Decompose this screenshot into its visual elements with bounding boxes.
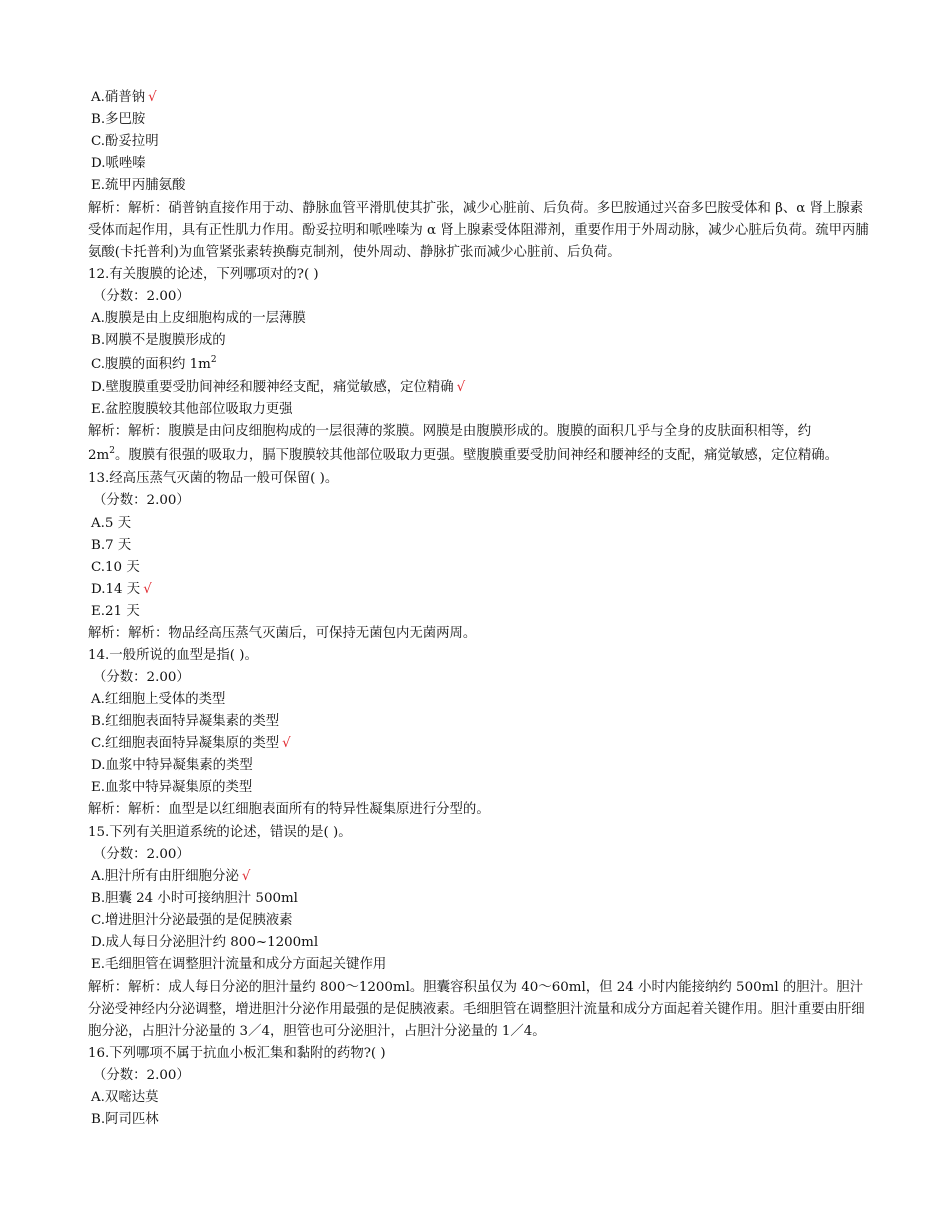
q14-option-b[interactable]: B.红细胞表面特异凝集素的类型 <box>91 714 280 729</box>
q15-question: 15.下列有关胆道系统的论述，错误的是( )。 <box>88 825 352 840</box>
q11-option-d[interactable]: D.哌唑嗪 <box>91 156 146 171</box>
correct-check-icon: √ <box>148 90 157 105</box>
q16-option-b[interactable]: B.阿司匹林 <box>91 1112 159 1127</box>
q15-score: （分数：2.00） <box>93 847 190 862</box>
correct-check-icon: √ <box>456 380 466 395</box>
q12-score: （分数：2.00） <box>93 289 190 304</box>
q14-score: （分数：2.00） <box>93 670 190 685</box>
superscript: 2 <box>109 446 115 456</box>
q11-analysis: 解析：解析：硝普钠直接作用于动、静脉血管平滑肌使其扩张，减少心脏前、后负荷。多巴胺通过兴奋多巴胺受体和 β、α 肾上腺素受体而起作用，具有正性肌力作用。酚妥拉明和哌唑嗪为 α 肾上腺素受体阻滞剂，重要作用于外周动脉，减少心脏后负荷。巯甲丙脯氨酸(卡托普利)为血管紧张素转换酶克制剂，使外周动、静脉扩张而减少心脏前、后负荷。 <box>88 201 869 260</box>
q13-option-d[interactable]: D.14 天 √ <box>91 582 152 597</box>
q16-option-a[interactable]: A.双嘧达莫 <box>91 1090 159 1105</box>
q13-question: 13.经高压蒸气灭菌的物品一般可保留( )。 <box>88 471 339 486</box>
q11-option-b[interactable]: B.多巴胺 <box>91 112 146 127</box>
q13-analysis: 解析：解析：物品经高压蒸气灭菌后，可保持无菌包内无菌两周。 <box>88 626 477 641</box>
q14-option-a[interactable]: A.红细胞上受体的类型 <box>91 692 226 707</box>
q15-option-a[interactable]: A.胆汁所有由肝细胞分泌 √ <box>91 869 251 884</box>
q14-option-c[interactable]: C.红细胞表面特异凝集原的类型 √ <box>91 736 291 751</box>
q15-option-b[interactable]: B.胆囊 24 小时可接纳胆汁 500ml <box>91 891 298 906</box>
q12-question: 12.有关腹膜的论述，下列哪项对的?( ) <box>88 267 319 282</box>
q12-option-e[interactable]: E.盆腔腹膜较其他部位吸取力更强 <box>91 402 293 417</box>
q13-option-a[interactable]: A.5 天 <box>91 516 132 531</box>
q12-option-c[interactable]: C.腹膜的面积约 $1m^2$ <box>91 355 217 372</box>
q11-option-c[interactable]: C.酚妥拉明 <box>91 134 159 149</box>
correct-check-icon: √ <box>143 582 152 597</box>
q13-score: （分数：2.00） <box>93 493 190 508</box>
q12-option-d[interactable]: D.壁腹膜重要受肋间神经和腰神经支配，痛觉敏感，定位精确 √ <box>91 380 466 395</box>
q15-analysis: 解析：解析：成人每日分泌的胆汁量约 800～1200ml。胆囊容积虽仅为 40～60ml，但 24 小时内能接纳约 500ml 的胆汁。胆汁分泌受神经内分泌调整，增进胆汁分泌作用最强的是促胰液素。毛细胆管在调整胆汁流量和成分方面起着关键作用。胆汁重要由肝细胞分泌，占胆汁分泌量的 3／4，胆管也可分泌胆汁，占胆汁分泌量的 1／4。 <box>88 980 865 1039</box>
q12-option-a[interactable]: A.腹膜是由上皮细胞构成的一层薄膜 <box>91 311 306 326</box>
q14-option-e[interactable]: E.血浆中特异凝集原的类型 <box>91 780 253 795</box>
q11-option-a[interactable]: A.硝普钠 √ <box>91 90 157 105</box>
correct-check-icon: √ <box>282 736 291 751</box>
q16-score: （分数：2.00） <box>93 1068 190 1083</box>
q16-question: 16.下列哪项不属于抗血小板汇集和黏附的药物?( ) <box>88 1046 386 1061</box>
q11-option-e[interactable]: E.巯甲丙脯氨酸 <box>91 178 186 193</box>
q15-option-d[interactable]: D.成人每日分泌胆汁约 800~1200ml <box>91 935 319 950</box>
q13-option-b[interactable]: B.7 天 <box>91 538 132 553</box>
correct-check-icon: √ <box>241 869 251 884</box>
q12-analysis-line1: 解析：解析：腹膜是由问皮细胞构成的一层很薄的浆膜。网膜是由腹膜形成的。腹膜的面积几乎与全身的皮肤面积相等，约 <box>88 424 812 439</box>
q14-option-d[interactable]: D.血浆中特异凝集素的类型 <box>91 758 253 773</box>
q15-option-c[interactable]: C.增进胆汁分泌最强的是促胰液素 <box>91 913 293 928</box>
q13-option-c[interactable]: C.10 天 <box>91 560 140 575</box>
superscript: 2 <box>210 355 217 365</box>
q15-option-e[interactable]: E.毛细胆管在调整胆汁流量和成分方面起关键作用 <box>91 957 387 972</box>
q12-option-b[interactable]: B.网膜不是腹膜形成的 <box>91 333 226 348</box>
q14-question: 14.一般所说的血型是指( )。 <box>88 648 258 663</box>
q12-analysis-line2: $2m^2$。腹膜有很强的吸取力，膈下腹膜较其他部位吸取力更强。壁腹膜重要受肋间神经和腰神经的支配，痛觉敏感，定位精确。 <box>88 446 839 463</box>
q13-option-e[interactable]: E.21 天 <box>91 604 140 619</box>
q14-analysis: 解析：解析：血型是以红细胞表面所有的特异性凝集原进行分型的。 <box>88 802 490 817</box>
